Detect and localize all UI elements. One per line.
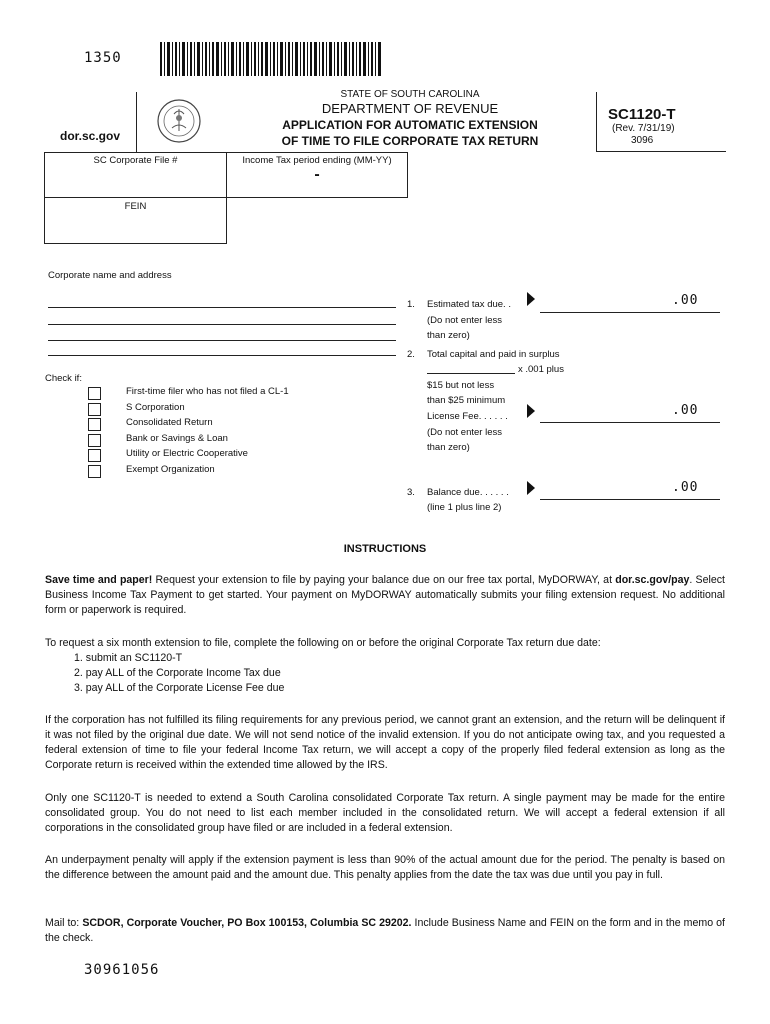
first-time-label: First-time filer who has not filed a CL-1 xyxy=(126,386,289,397)
instructions-heading: INSTRUCTIONS xyxy=(343,543,427,555)
line2-text3: License Fee. . . . . . xyxy=(427,411,508,422)
address-line-4[interactable] xyxy=(48,355,396,356)
line3-num: 3. xyxy=(407,487,415,498)
line3-input[interactable] xyxy=(540,499,720,500)
revision: (Rev. 7/31/19) xyxy=(612,123,675,134)
p2-item-1: 1. submit an SC1120-T xyxy=(74,652,183,664)
line2-text2: than $25 minimum xyxy=(427,395,506,406)
website: dor.sc.gov xyxy=(60,129,121,143)
line2-arrow-icon xyxy=(527,404,535,418)
line2-capital-input[interactable] xyxy=(427,373,515,374)
line3-arrow-icon xyxy=(527,481,535,495)
line1-arrow-icon xyxy=(527,292,535,306)
consolidated-label: Consolidated Return xyxy=(126,417,213,428)
instructions-p5: An underpayment penalty will apply if the extension payment is less than 90% of the actual amount due for the period. The penalty is based on the difference between the amount paid and the amount due. This penalty applies from the date the tax was due until you pay in full. xyxy=(45,854,725,881)
p2-item-2: 2. pay ALL of the Corporate Income Tax due xyxy=(74,667,281,679)
form-number-top: 1350 xyxy=(84,50,122,66)
seal-icon xyxy=(156,98,202,144)
period-box xyxy=(226,152,408,198)
line1-input[interactable] xyxy=(540,312,720,313)
line1-note2: than zero) xyxy=(427,330,470,341)
check-if-label: Check if: xyxy=(45,373,82,384)
p1-bold: Save time and paper! xyxy=(45,574,153,586)
line2-value: .00 xyxy=(672,403,699,418)
fein-box xyxy=(44,197,227,244)
p1-text-b: . Select Business Income Tax Payment to get started. Your payment on MyDORWAY automatically submits your filing extension request. No additional form or paperwork is required. xyxy=(45,574,725,616)
form-number-bottom: 30961056 xyxy=(84,962,160,978)
line2-note2: than zero) xyxy=(427,442,470,453)
form-id: SC1120-T xyxy=(608,106,676,123)
instructions-p2: To request a six month extension to file, complete the following on or before the original Corporate Tax return due date: xyxy=(45,637,601,649)
instructions-p2-list xyxy=(74,651,674,696)
s-corp-label: S Corporation xyxy=(126,401,185,413)
line3-value: .00 xyxy=(672,480,699,495)
p6-text-a: Mail to: xyxy=(45,917,83,929)
line2-rate: x .001 plus xyxy=(518,364,564,375)
state-seal xyxy=(156,98,202,144)
line2-text1: $15 but not less xyxy=(427,380,495,391)
form-id-box xyxy=(596,92,726,152)
p6-text-b: Include Business Name and FEIN on the form and in the memo of the check. xyxy=(45,917,725,944)
line2-label: Total capital and paid in surplus xyxy=(427,349,560,360)
instructions-p3: If the corporation has not fulfilled its filing requirements for any previous period, we cannot grant an extension, and the return will be delinquent if it was not filed by the original due date. We will not send notice of the invalid extension. If you do not anticipate owing tax, and you requested a federal extension of time to file your federal Income Tax return, we will accept a copy of the properly filed federal extension as long as the Corporate return is received within the extended time allowed by the IRS. xyxy=(45,714,725,771)
p1-text-a: Request your extension to file by paying your balance due on our free tax portal, MyDORWAY, at xyxy=(152,574,616,586)
line2-input[interactable] xyxy=(540,422,720,423)
p2-item-3: 3. pay ALL of the Corporate License Fee due xyxy=(74,682,285,694)
instructions-p6 xyxy=(45,916,725,946)
exempt-label: Exempt Organization xyxy=(126,463,215,475)
line1-label: Estimated tax due. . xyxy=(427,299,511,310)
name-address-label: Corporate name and address xyxy=(48,270,172,281)
fein-input[interactable] xyxy=(45,214,226,243)
bank-checkbox[interactable] xyxy=(88,434,101,447)
header-left-divider xyxy=(136,92,137,152)
line3-label: Balance due. . . . . . xyxy=(427,487,509,498)
line1-value: .00 xyxy=(672,293,699,308)
form-code: 3096 xyxy=(631,135,654,146)
file-number-label: SC Corporate File # xyxy=(93,155,178,166)
department-name: DEPARTMENT OF REVENUE xyxy=(321,101,499,116)
file-number-input[interactable] xyxy=(45,167,226,197)
address-line-1[interactable] xyxy=(48,307,396,308)
file-number-box xyxy=(44,152,227,198)
address-line-2[interactable] xyxy=(48,324,396,325)
barcode-graphic xyxy=(160,42,382,76)
first-time-checkbox[interactable] xyxy=(88,387,101,400)
period-label: Income Tax period ending (MM-YY) xyxy=(242,155,392,166)
line2-note1: (Do not enter less xyxy=(427,427,502,438)
s-corp-checkbox[interactable] xyxy=(88,403,101,416)
form-title-line2: OF TIME TO FILE CORPORATE TAX RETURN xyxy=(281,134,539,148)
period-dash: - xyxy=(314,166,320,183)
period-input[interactable] xyxy=(227,167,407,197)
instructions-p4: Only one SC1120-T is needed to extend a South Carolina consolidated Corporate Tax return. A single payment may be made for the entire consolidated group. You do not need to list each member included in the consolidated return. We will accept a federal extension if all corporations in the consolidated group have filed or are included in a federal extension. xyxy=(45,792,725,834)
line2-num: 2. xyxy=(407,349,415,360)
line1-note1: (Do not enter less xyxy=(427,315,502,326)
p1-link[interactable]: dor.sc.gov/pay xyxy=(615,574,690,586)
consolidated-checkbox[interactable] xyxy=(88,418,101,431)
utility-checkbox[interactable] xyxy=(88,449,101,462)
utility-label: Utility or Electric Cooperative xyxy=(126,448,248,459)
state-name: STATE OF SOUTH CAROLINA xyxy=(340,89,480,100)
barcode xyxy=(160,42,382,76)
form-title-line1: APPLICATION FOR AUTOMATIC EXTENSION xyxy=(282,118,538,132)
p6-address: SCDOR, Corporate Voucher, PO Box 100153, Columbia SC 29202. xyxy=(82,917,412,929)
instructions-p1 xyxy=(45,573,725,618)
line3-note: (line 1 plus line 2) xyxy=(427,502,502,513)
fein-label: FEIN xyxy=(124,201,147,212)
bank-label: Bank or Savings & Loan xyxy=(126,432,228,444)
address-line-3[interactable] xyxy=(48,340,396,341)
line1-num: 1. xyxy=(407,299,415,310)
exempt-checkbox[interactable] xyxy=(88,465,101,478)
